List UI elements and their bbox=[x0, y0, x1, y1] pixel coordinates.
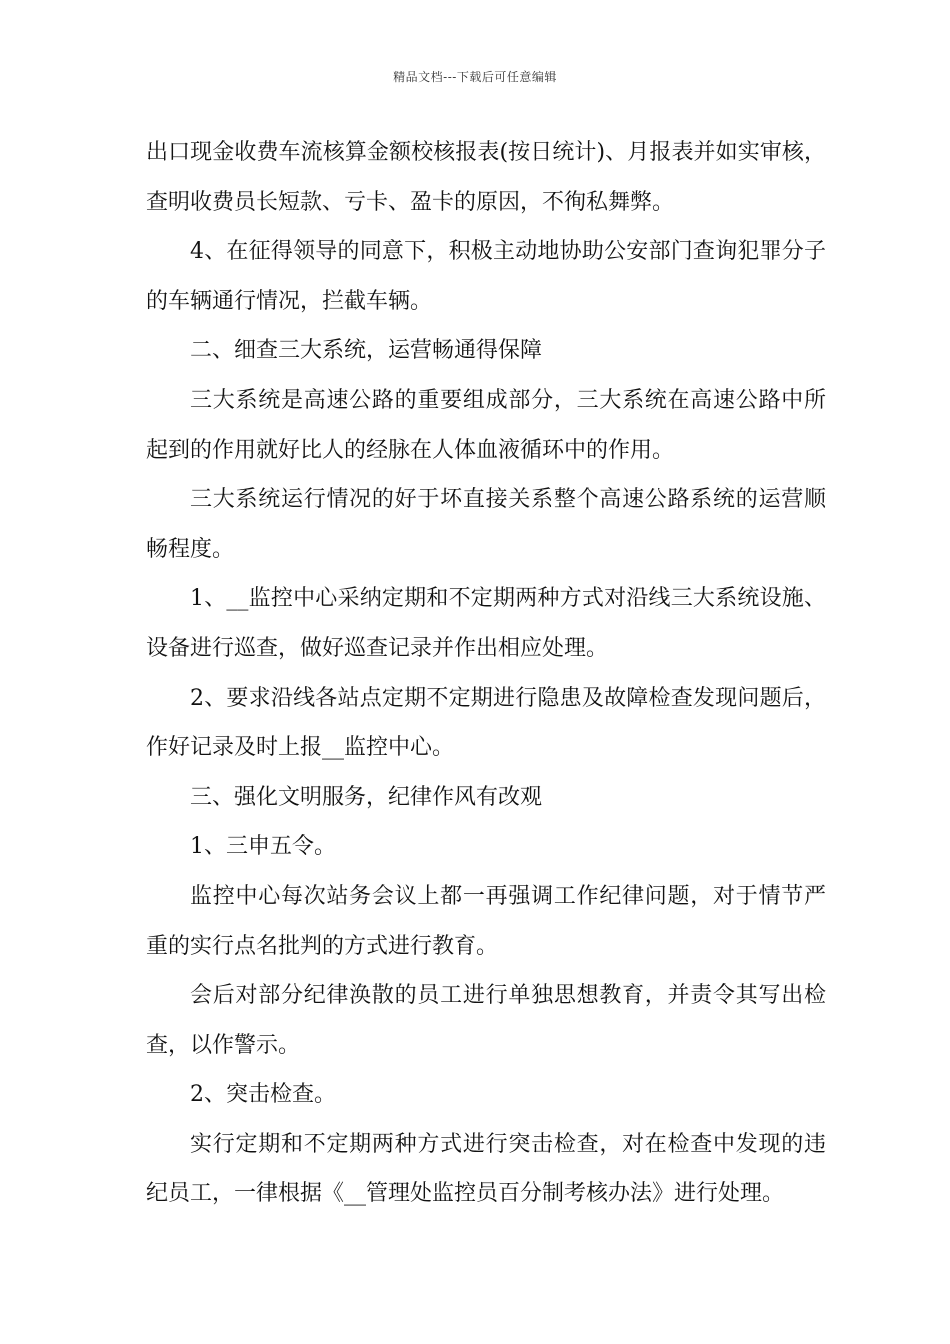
document-body bbox=[146, 128, 826, 1219]
section-heading: 二、细查三大系统，运营畅通得保障 bbox=[190, 338, 543, 364]
paragraph: 三大系统运行情况的好于坏直接关系整个高速公路系统的运营顺畅程度。 bbox=[146, 487, 826, 562]
paragraph: 4、在征得领导的同意下，积极主动地协助公安部门查询犯罪分子的车辆通行情况，拦截车辆。 bbox=[146, 239, 826, 314]
section-heading: 三、强化文明服务，纪律作风有改观 bbox=[190, 784, 543, 810]
list-item: 2、突击检查。 bbox=[190, 1082, 336, 1108]
paragraph: 出口现金收费车流核算金额校核报表(按日统计)、月报表并如实审核，查明收费员长短款、亏卡、盈卡的原因，不徇私舞弊。 bbox=[146, 140, 826, 215]
paragraph: 三大系统是高速公路的重要组成部分，三大系统在高速公路中所起到的作用就好比人的经脉在人体血液循环中的作用。 bbox=[146, 387, 826, 463]
paragraph: 1、__监控中心采纳定期和不定期两种方式对沿线三大系统设施、设备进行巡查，做好巡查记录并作出相应处理。 bbox=[146, 586, 826, 661]
paragraph: 会后对部分纪律涣散的员工进行单独思想教育，并责令其写出检查，以作警示。 bbox=[146, 983, 826, 1058]
paragraph: 监控中心每次站务会议上都一再强调工作纪律问题，对于情节严重的实行点名批判的方式进行教育。 bbox=[146, 883, 826, 959]
paragraph: 2、要求沿线各站点定期不定期进行隐患及故障检查发现问题后，作好记录及时上报__监控中心。 bbox=[146, 685, 826, 761]
list-item: 1、三申五令。 bbox=[190, 834, 336, 860]
paragraph: 实行定期和不定期两种方式进行突击检查，对在检查中发现的违纪员工，一律根据《__管理处监控员百分制考核办法》进行处理。 bbox=[146, 1131, 826, 1207]
page-header: 精品文档---下载后可任意编辑 bbox=[393, 70, 557, 84]
